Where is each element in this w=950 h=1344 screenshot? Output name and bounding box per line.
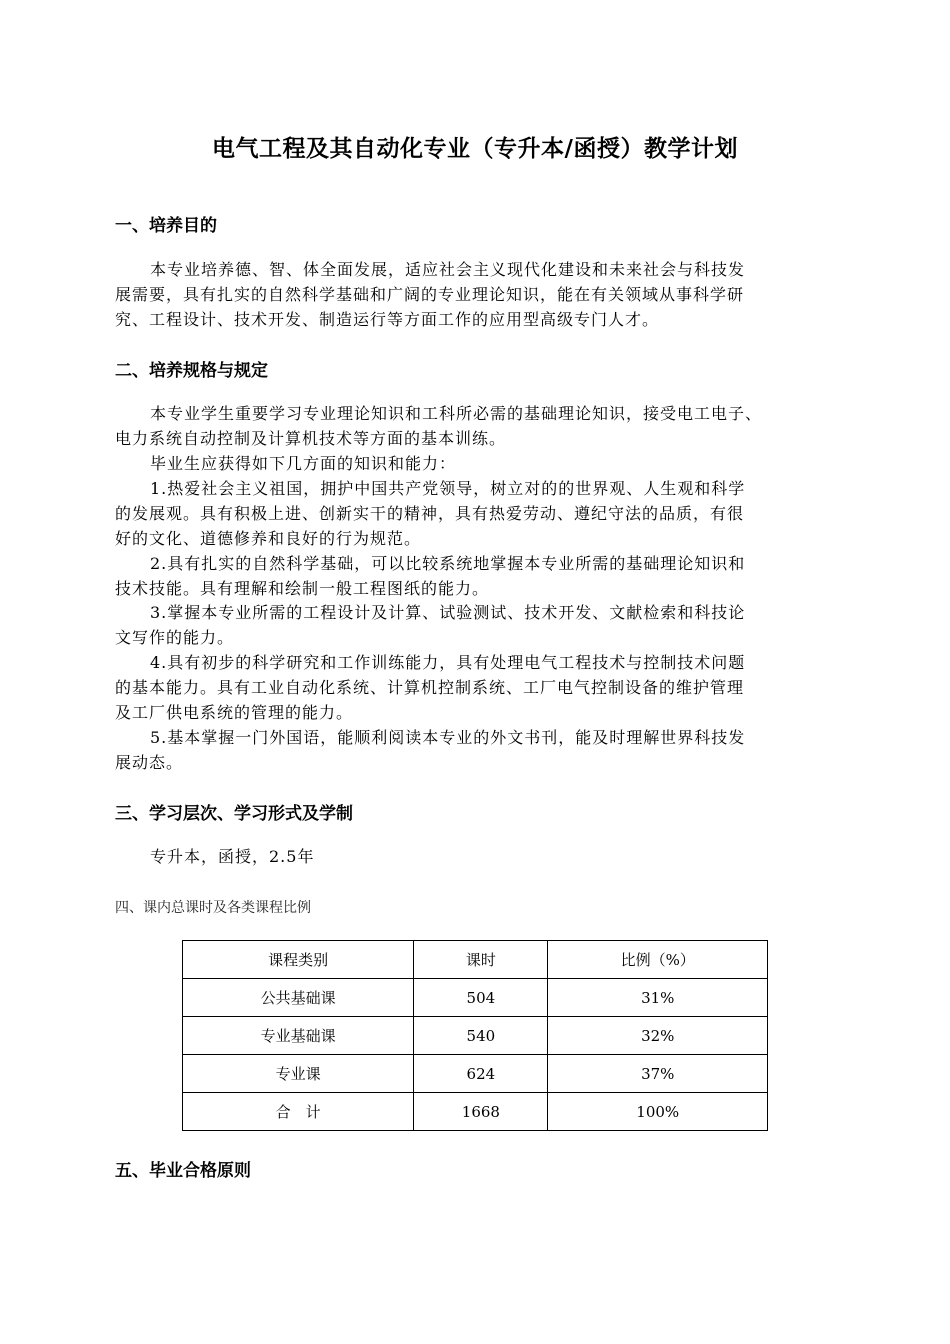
paragraph-line: 电力系统自动控制及计算机技术等方面的基本训练。 bbox=[115, 429, 507, 448]
study-format-text: 专升本，函授，2.5年 bbox=[150, 847, 315, 866]
paragraph-line: 究、工程设计、技术开发、制造运行等方面工作的应用型高级专门人才。 bbox=[115, 310, 660, 329]
section-heading-graduation: 五、毕业合格原则 bbox=[115, 1161, 251, 1181]
section-heading-objective: 一、培养目的 bbox=[115, 216, 217, 236]
table-cell: 504 bbox=[414, 979, 548, 1017]
course-hours-table bbox=[182, 940, 768, 1131]
paragraph-line: 本专业培养德、智、体全面发展，适应社会主义现代化建设和未来社会与科技发 bbox=[150, 260, 746, 279]
paragraph-line: 毕业生应获得如下几方面的知识和能力： bbox=[150, 454, 457, 473]
paragraph-line: 3.掌握本专业所需的工程设计及计算、试验测试、技术开发、文献检索和科技论 bbox=[150, 603, 746, 622]
paragraph-line: 2.具有扎实的自然科学基础，可以比较系统地掌握本专业所需的基础理论知识和 bbox=[150, 554, 746, 573]
table-cell: 100% bbox=[548, 1093, 768, 1131]
table-total-row bbox=[183, 1093, 768, 1131]
section-heading-study-format: 三、学习层次、学习形式及学制 bbox=[115, 804, 353, 824]
page-title: 电气工程及其自动化专业（专升本/函授）教学计划 bbox=[212, 136, 738, 162]
section-heading-hours: 四、课内总课时及各类课程比例 bbox=[115, 900, 311, 916]
section-heading-specification: 二、培养规格与规定 bbox=[115, 361, 268, 381]
table-cell: 1668 bbox=[414, 1093, 548, 1131]
paragraph-line: 1.热爱社会主义祖国，拥护中国共产党领导，树立对的的世界观、人生观和科学 bbox=[150, 479, 746, 498]
table-cell: 624 bbox=[414, 1055, 548, 1093]
column-header-ratio: 比例（%） bbox=[548, 941, 768, 979]
table-cell: 合 计 bbox=[183, 1093, 414, 1131]
table-row bbox=[183, 1055, 768, 1093]
table-cell: 31% bbox=[548, 979, 768, 1017]
column-header-hours: 课时 bbox=[414, 941, 548, 979]
paragraph-line: 及工厂供电系统的管理的能力。 bbox=[115, 703, 354, 722]
column-header-category: 课程类别 bbox=[183, 941, 414, 979]
table-cell: 专业课 bbox=[183, 1055, 414, 1093]
paragraph-line: 的发展观。具有积极上进、创新实干的精神，具有热爱劳动、遵纪守法的品质，有很 bbox=[115, 504, 745, 523]
table-cell: 32% bbox=[548, 1017, 768, 1055]
paragraph-line: 技术技能。具有理解和绘制一般工程图纸的能力。 bbox=[115, 579, 490, 598]
table-header-row bbox=[183, 941, 768, 979]
table-cell: 专业基础课 bbox=[183, 1017, 414, 1055]
paragraph-line: 的基本能力。具有工业自动化系统、计算机控制系统、工厂电气控制设备的维护管理 bbox=[115, 678, 745, 697]
paragraph-line: 展动态。 bbox=[115, 753, 184, 772]
paragraph-line: 文写作的能力。 bbox=[115, 628, 235, 647]
paragraph-line: 好的文化、道德修养和良好的行为规范。 bbox=[115, 529, 422, 548]
table-row bbox=[183, 979, 768, 1017]
table-cell: 公共基础课 bbox=[183, 979, 414, 1017]
paragraph-line: 5.基本掌握一门外国语，能顺利阅读本专业的外文书刊，能及时理解世界科技发 bbox=[150, 728, 746, 747]
paragraph-line: 4.具有初步的科学研究和工作训练能力，具有处理电气工程技术与控制技术问题 bbox=[150, 653, 746, 672]
paragraph-line: 展需要，具有扎实的自然科学基础和广阔的专业理论知识，能在有关领域从事科学研 bbox=[115, 285, 745, 304]
table-cell: 37% bbox=[548, 1055, 768, 1093]
table-row bbox=[183, 1017, 768, 1055]
table-cell: 540 bbox=[414, 1017, 548, 1055]
paragraph-line: 本专业学生重要学习专业理论知识和工科所必需的基础理论知识，接受电工电子、 bbox=[150, 404, 763, 423]
